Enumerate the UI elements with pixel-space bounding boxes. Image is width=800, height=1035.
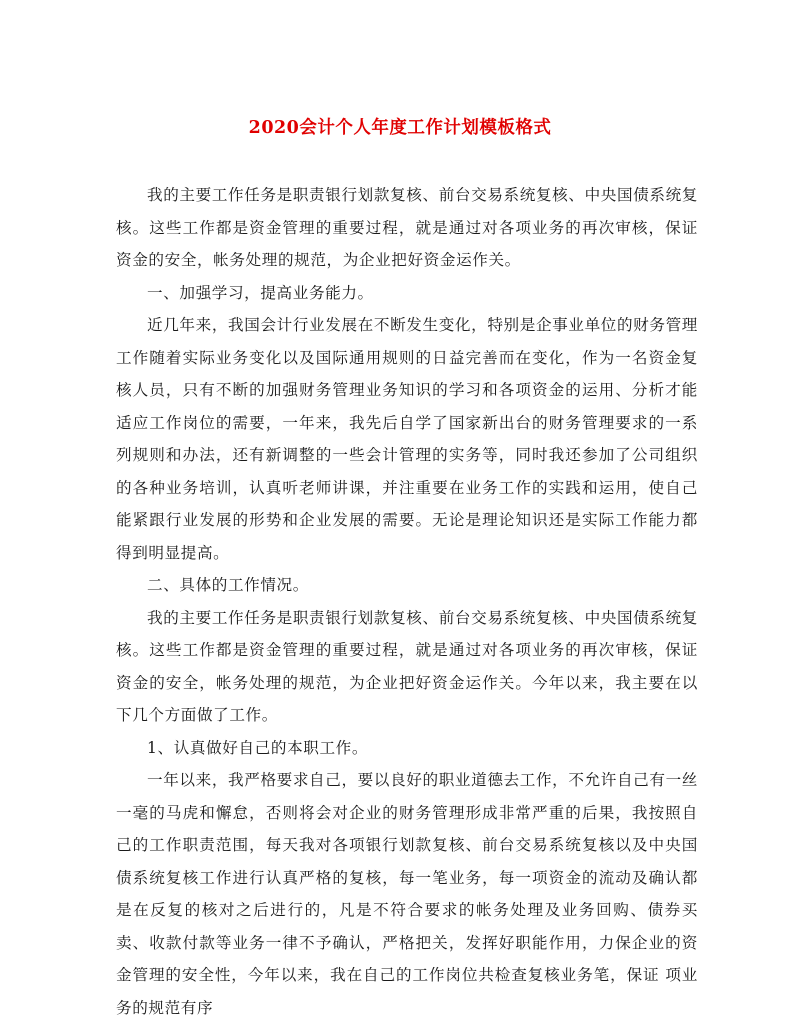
paragraph-intro: 我的主要工作任务是职责银行划款复核、前台交易系统复核、中央国债系统复核。这些工作都是资金管理的重要过程，就是通过对各项业务的再次审核，保证资金的安全，帐务处理的规范，为企业把好资金运作关。 [116,186,698,269]
section-heading-2: 二、具体的工作情况。 [147,576,309,594]
paragraph-work-overview: 我的主要工作任务是职责银行划款复核、前台交易系统复核、中央国债系统复核。这些工作都是资金管理的重要过程，就是通过对各项业务的再次审核，保证资金的安全，帐务处理的规范，为企业把好资金运作关。今年以来，我主要在以下几个方面做了工作。 [116,608,698,724]
subsection-heading-1: 1、认真做好自己的本职工作。 [147,738,369,757]
paragraph-duties: 一年以来，我严格要求自己，要以良好的职业道德去工作，不允许自己有一丝一毫的马虎和懈怠，否则将会对企业的财务管理形成非常严重的后果，我按照自己的工作职责范围，每天我对各项银行划款复核、前台交易系统复核以及中央国债系统复核工作进行认真严格的复核，每一笔业务，每一项资金的流动及确认都是在反复的核对之后进行的，凡是不符合要求的帐务处理及业务回购、债券买卖、收款付款等业务一律不予确认，严格把关，发挥好职能作用，力保企业的资金管理的安全性，今年以来，我在自己的工作岗位共检查复核业务笔，保证 项业务的规范有序 [116,771,698,1017]
paragraph-learning: 近几年来，我国会计行业发展在不断发生变化，特别是企事业单位的财务管理工作随着实际业务变化以及国际通用规则的日益完善而在变化，作为一名资金复核人员，只有不断的加强财务管理业务知识的学习和各项资金的运用、分析才能适应工作岗位的需要，一年来，我先后自学了国家新出台的财务管理要求的一系列规则和办法，还有新调整的一些会计管理的实务等，同时我还参加了公司组织的各种业务培训，认真听老师讲课，并注重要在业务工作的实践和运用，使自己能紧跟行业发展的形势和企业发展的需要。无论是理论知识还是实际工作能力都得到明显提高。 [116,316,698,562]
document-title: 2020会计个人年度工作计划模板格式 [248,118,552,138]
section-heading-1: 一、加强学习，提高业务能力。 [147,283,374,302]
document-body [116,179,698,1024]
